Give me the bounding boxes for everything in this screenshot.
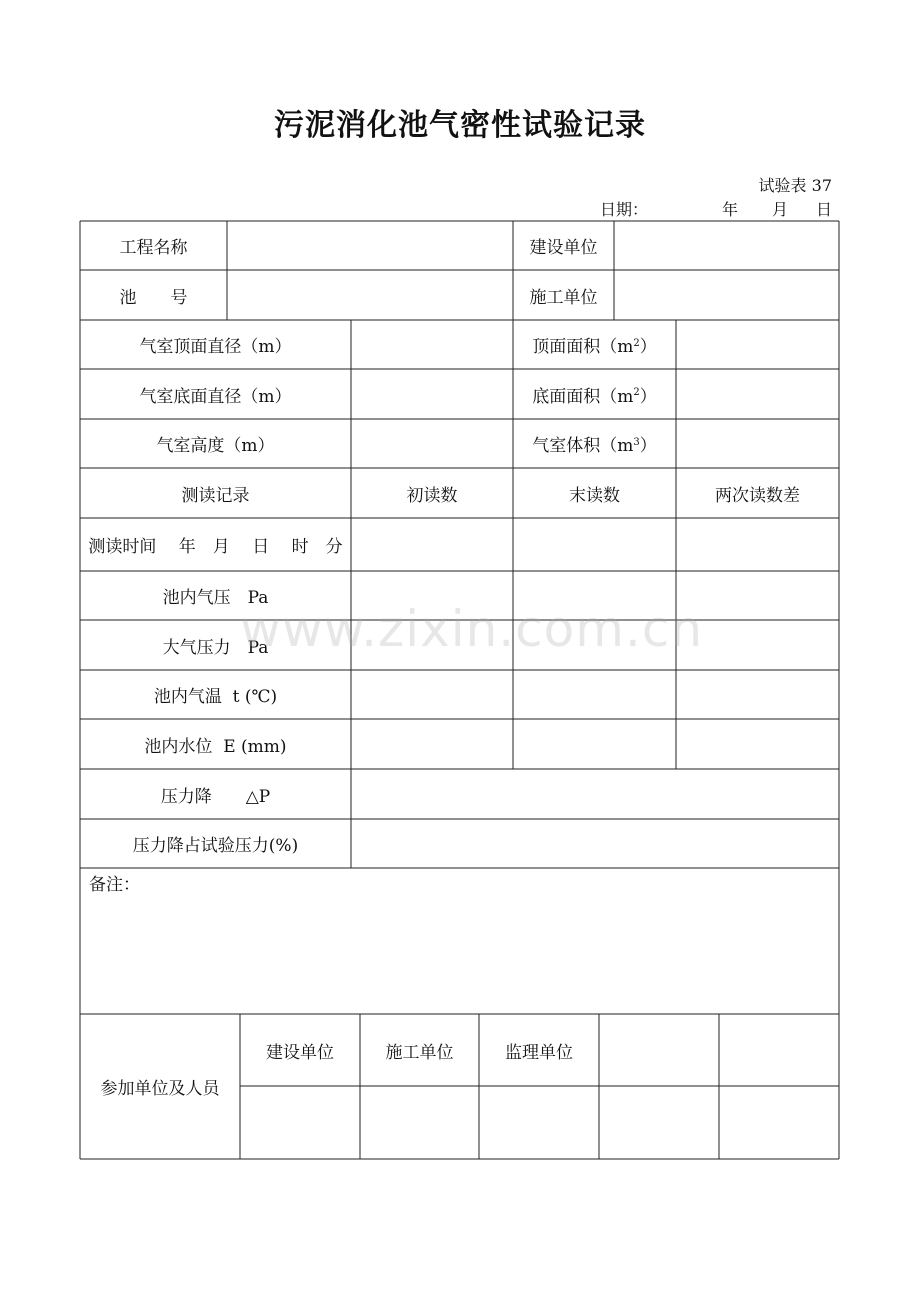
atm-pressure-label: 大气压力 Pa (162, 637, 269, 658)
inner-temp-label: 池内气温 t (℃) (153, 687, 278, 707)
project-name-field[interactable] (227, 221, 513, 270)
time-final-field[interactable] (513, 518, 676, 571)
difference-header: 两次读数差 (715, 485, 800, 506)
date-label: 日期： (600, 200, 649, 219)
inner-temp-difference-field[interactable] (676, 670, 839, 719)
bottom-area-label: 底面面积（m $^2$ ） (513, 369, 676, 419)
close-paren: ） (639, 436, 657, 456)
participant-extra-header-1[interactable] (599, 1014, 719, 1086)
bottom-area-field[interactable] (676, 369, 839, 419)
inner-pressure-label: 池内气压 Pa (162, 588, 269, 608)
height-label: 气室高度（m） (156, 436, 275, 456)
participant-contractor-label: 施工单位 (385, 1042, 454, 1063)
water-level-difference-field[interactable] (676, 719, 839, 769)
page-title: 污泥消化池气密性试验记录 (274, 108, 646, 143)
bottom-area-text: 底面面积（m (532, 386, 634, 407)
form-number: 试验表 37 (758, 176, 832, 195)
top-area-field[interactable] (676, 320, 839, 369)
final-reading-header: 末读数 (569, 485, 620, 506)
time-difference-field[interactable] (676, 518, 839, 571)
top-area-label: 顶面面积（m $^2$ ） (513, 320, 676, 369)
time-initial-field[interactable] (351, 518, 513, 571)
inner-temp-initial-field[interactable] (351, 670, 513, 719)
water-level-initial-field[interactable] (351, 719, 513, 769)
close-paren: ） (639, 386, 657, 407)
participant-extra-header-2[interactable] (719, 1014, 839, 1086)
volume-text: 气室体积（m (532, 436, 634, 456)
height-field[interactable] (351, 419, 513, 468)
time-label: 测读时间 年 月 日 时 分 (88, 537, 343, 557)
participants-label: 参加单位及人员 (100, 1079, 220, 1099)
pressure-drop-pct-label: 压力降占试验压力(%) (132, 836, 299, 856)
contractor-label: 施工单位 (529, 287, 598, 308)
top-diameter-field[interactable] (351, 320, 513, 369)
participant-supervisor-signature[interactable] (479, 1086, 599, 1159)
remarks-label: 备注： (89, 874, 140, 895)
participant-supervisor-label: 监理单位 (505, 1042, 573, 1063)
readings-header: 测读记录 (181, 485, 250, 506)
date-day: 日 (816, 200, 833, 219)
pool-no-field[interactable] (227, 270, 513, 320)
volume-label: 气室体积（m $^3$ ） (513, 419, 676, 468)
top-diameter-label: 气室顶面直径（m） (139, 337, 292, 357)
water-level-final-field[interactable] (513, 719, 676, 769)
client-label: 建设单位 (529, 238, 598, 258)
date-year: 年 (722, 200, 739, 219)
date-month: 月 (772, 200, 789, 219)
volume-field[interactable] (676, 419, 839, 468)
participant-extra-signature-1[interactable] (599, 1086, 719, 1159)
client-field[interactable] (614, 221, 839, 270)
bottom-diameter-field[interactable] (351, 369, 513, 419)
pool-no-label: 池 号 (119, 287, 188, 308)
pressure-drop-pct-field[interactable] (351, 819, 839, 868)
pressure-drop-label: 压力降 △P (160, 786, 271, 807)
top-area-text: 顶面面积（m (532, 337, 634, 357)
project-name-label: 工程名称 (119, 238, 188, 258)
inner-temp-final-field[interactable] (513, 670, 676, 719)
contractor-field[interactable] (614, 270, 839, 320)
pressure-drop-field[interactable] (351, 769, 839, 819)
water-level-label: 池内水位 E (mm) (144, 736, 287, 757)
participant-contractor-signature[interactable] (360, 1086, 479, 1159)
participant-client-signature[interactable] (240, 1086, 360, 1159)
bottom-diameter-label: 气室底面直径（m） (139, 386, 292, 407)
remarks-field[interactable] (80, 896, 839, 1014)
participant-extra-signature-2[interactable] (719, 1086, 839, 1159)
initial-reading-header: 初读数 (406, 485, 458, 506)
date-line (600, 197, 840, 219)
watermark: www.zixin.com.cn (240, 600, 704, 658)
participant-client-label: 建设单位 (266, 1042, 334, 1063)
close-paren: ） (639, 337, 657, 357)
